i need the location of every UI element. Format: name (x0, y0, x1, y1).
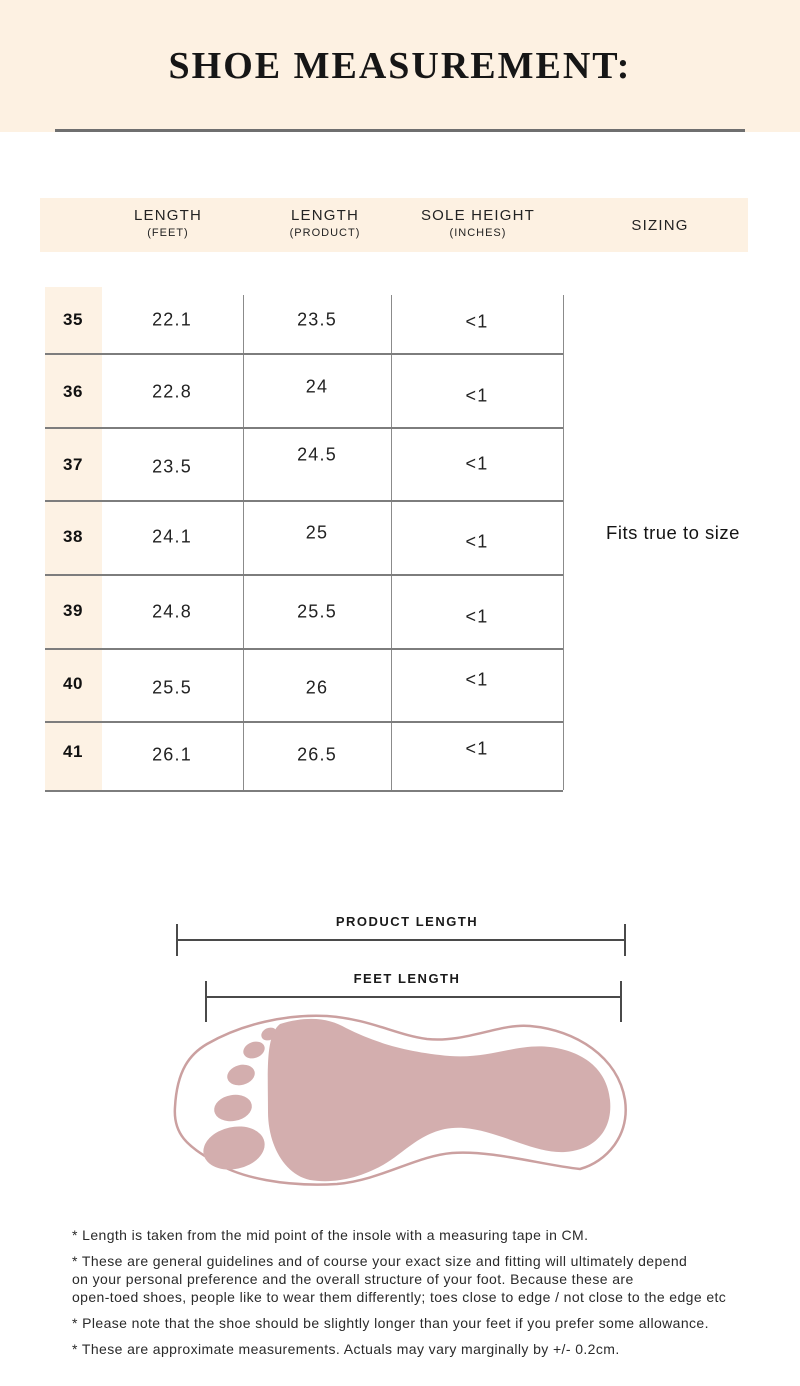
cell-length-product: 24.5 (297, 444, 337, 465)
footnote-approximate: * These are approximate measurements. Actuals may vary marginally by +/- 0.2cm. (72, 1341, 620, 1357)
product-length-label: PRODUCT LENGTH (335, 914, 479, 929)
size-table-header (40, 198, 748, 252)
footnote-guidelines: * These are general guidelines and of course your exact size and fitting will ultimately depend on your personal preference and the overall structure of your foot. Because these are open-toed shoes, people like to wear them differently; toes close to edge / not close to the edge etc (72, 1253, 727, 1305)
cell-size: 36 (63, 382, 83, 401)
cell-sole-height: <1 (465, 311, 489, 332)
cell-length-feet: 23.5 (152, 456, 192, 477)
cell-length-product: 25.5 (297, 601, 337, 622)
cell-length-product: 26.5 (297, 744, 337, 765)
cell-length-feet: 22.8 (152, 381, 192, 402)
column-header-sizing: SIZING (631, 217, 689, 234)
product-length-line (176, 939, 626, 941)
footnote-measuring: * Length is taken from the mid point of the insole with a measuring tape in CM. (72, 1227, 589, 1243)
footnote-allowance: * Please note that the shoe should be slightly longer than your feet if you prefer some allowance. (72, 1315, 709, 1331)
cell-length-feet: 24.8 (152, 601, 192, 622)
product-length-tick-right (624, 924, 626, 956)
table-row-border (45, 500, 563, 502)
cell-length-feet: 26.1 (152, 744, 192, 765)
cell-length-feet: 25.5 (152, 677, 192, 698)
table-row-border (45, 574, 563, 576)
cell-size: 38 (63, 527, 83, 546)
product-length-tick-left (176, 924, 178, 956)
cell-sole-height: <1 (465, 453, 489, 474)
page-title: SHOE MEASUREMENT: (168, 45, 632, 87)
cell-length-feet: 22.1 (152, 309, 192, 330)
cell-length-feet: 24.1 (152, 526, 192, 547)
table-vertical-border (563, 295, 564, 790)
column-header-sole-height: SOLE HEIGHT (INCHES) (420, 207, 536, 239)
cell-size: 41 (63, 742, 83, 761)
cell-sole-height: <1 (465, 531, 489, 552)
cell-size: 39 (63, 601, 83, 620)
table-vertical-border (391, 295, 392, 790)
table-row-border (45, 790, 563, 792)
header-divider-line (55, 129, 745, 132)
cell-length-product: 25 (305, 522, 329, 543)
footprint-diagram (170, 1012, 630, 1197)
footnotes (72, 1226, 796, 1366)
cell-length-product: 23.5 (297, 309, 337, 330)
table-row-border (45, 648, 563, 650)
cell-sole-height: <1 (465, 606, 489, 627)
cell-size: 40 (63, 674, 83, 693)
column-header-length-feet: LENGTH (FEET) (133, 207, 203, 239)
feet-length-line (205, 996, 622, 998)
cell-sole-height: <1 (465, 738, 489, 759)
cell-length-product: 24 (305, 376, 329, 397)
table-row-border (45, 427, 563, 429)
cell-length-product: 26 (305, 677, 329, 698)
cell-size: 37 (63, 455, 83, 474)
column-header-length-product: LENGTH (PRODUCT) (289, 207, 361, 239)
cell-size: 35 (63, 310, 83, 329)
table-row-border (45, 353, 563, 355)
table-row-border (45, 721, 563, 723)
cell-sole-height: <1 (465, 669, 489, 690)
sizing-note: Fits true to size (606, 522, 740, 543)
feet-length-label: FEET LENGTH (353, 971, 461, 986)
table-vertical-border (243, 295, 244, 790)
cell-sole-height: <1 (465, 385, 489, 406)
